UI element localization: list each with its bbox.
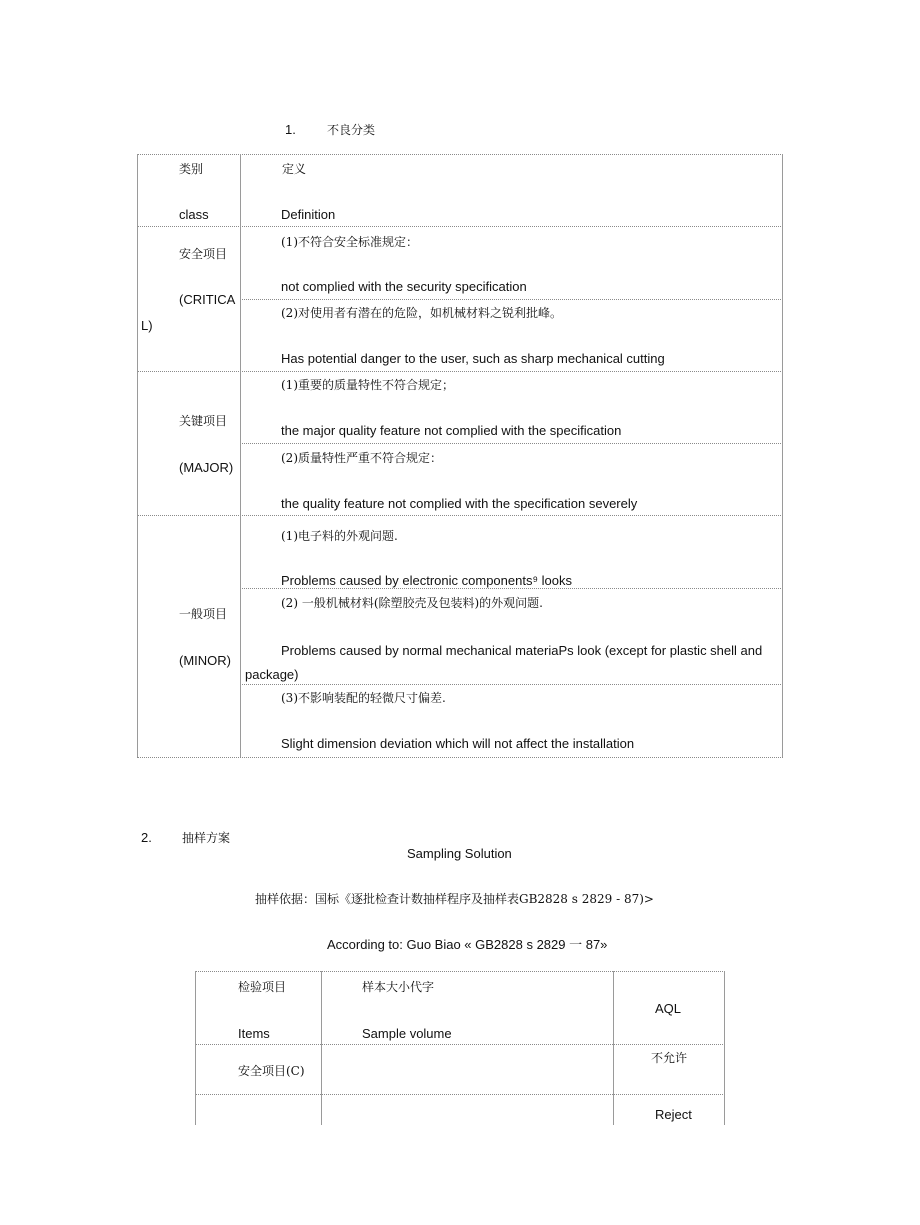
header-class-cn: 类别 (179, 162, 204, 176)
header-definition-en: Definition (281, 207, 336, 222)
table-border-top (137, 154, 783, 155)
section2-number: 2. (141, 830, 152, 845)
row-critical-item: 安全项目(C) (238, 1064, 305, 1078)
column-divider (613, 971, 614, 1125)
critical-def-2-cn: (2)对使用者有潜在的危险，如机械材料之锐利批峰。 (281, 306, 563, 320)
header-class-en: class (179, 207, 209, 222)
critical-def-1-en: not complied with the security specification (281, 279, 527, 294)
column-divider (321, 971, 322, 1125)
table-border-bottom (137, 757, 783, 758)
minor-def-1-cn: (1)电子料的外观问题. (281, 529, 398, 543)
section1-title: 不良分类 (327, 123, 376, 137)
column-divider (240, 154, 241, 757)
col-items-cn: 检验项目 (238, 980, 287, 994)
minor-def-1-en: Problems caused by electronic components⁹ looks (281, 573, 572, 588)
major-class-en: (MAJOR) (179, 460, 234, 475)
minor-def-3-cn: (3)不影响装配的轻微尺寸偏差. (281, 691, 446, 705)
row-divider (137, 371, 783, 372)
table-border-right (782, 154, 783, 757)
subrow-divider (240, 684, 783, 685)
row-critical-aql: 不允许 (651, 1051, 688, 1065)
critical-class-cn: 安全项目 (179, 247, 228, 261)
critical-def-1-cn: (1)不符合安全标准规定： (281, 235, 418, 249)
col-sample-en: Sample volume (362, 1026, 452, 1041)
col-sample-cn: 样本大小代字 (362, 980, 435, 994)
critical-class-en: (CRITICA (179, 292, 236, 307)
critical-class-en-wrap: L) (141, 318, 153, 333)
col-aql: AQL (655, 1001, 682, 1016)
table-border-right (724, 971, 725, 1125)
critical-def-2-en: Has potential danger to the user, such as sharp mechanical cutting (281, 351, 665, 366)
row-reject-aql: Reject (655, 1107, 692, 1122)
section2-subtitle: Sampling Solution (407, 846, 512, 861)
row-divider (137, 515, 783, 516)
major-def-2-en: the quality feature not complied with the specification severely (281, 496, 638, 511)
minor-def-2-cn: (2) 一般机械材料(除塑胶壳及包装料)的外观问题. (281, 596, 543, 610)
minor-def-2-en-wrap: package) (245, 667, 299, 682)
major-class-cn: 关键项目 (179, 414, 228, 428)
subrow-divider (240, 299, 783, 300)
sampling-basis-cn: 抽样依据：国标《逐批检查计数抽样程序及抽样表GB2828 s 2829 - 87)> (255, 892, 654, 906)
table-border-left (137, 154, 138, 757)
col-items-en: Items (238, 1026, 270, 1041)
row-divider (195, 1044, 725, 1045)
minor-def-3-en: Slight dimension deviation which will not affect the installation (281, 736, 635, 751)
minor-class-cn: 一般项目 (179, 607, 228, 621)
header-definition-cn: 定义 (282, 162, 307, 176)
table-border-top (195, 971, 725, 972)
section2-title: 抽样方案 (182, 831, 231, 845)
row-divider (195, 1094, 725, 1095)
minor-def-2-en: Problems caused by normal mechanical materiaPs look (except for plastic shell and (281, 643, 763, 658)
major-def-1-cn: (1)重要的质量特性不符合规定； (281, 378, 454, 392)
row-divider (137, 226, 783, 227)
minor-class-en: (MINOR) (179, 653, 231, 668)
subrow-divider (240, 443, 783, 444)
major-def-2-cn: (2)质量特性严重不符合规定： (281, 451, 442, 465)
section1-number: 1. (285, 122, 296, 137)
table-border-left (195, 971, 196, 1125)
sampling-basis-en: According to: Guo Biao « GB2828 s 2829 一 87» (327, 937, 608, 952)
major-def-1-en: the major quality feature not complied with the specification (281, 423, 622, 438)
